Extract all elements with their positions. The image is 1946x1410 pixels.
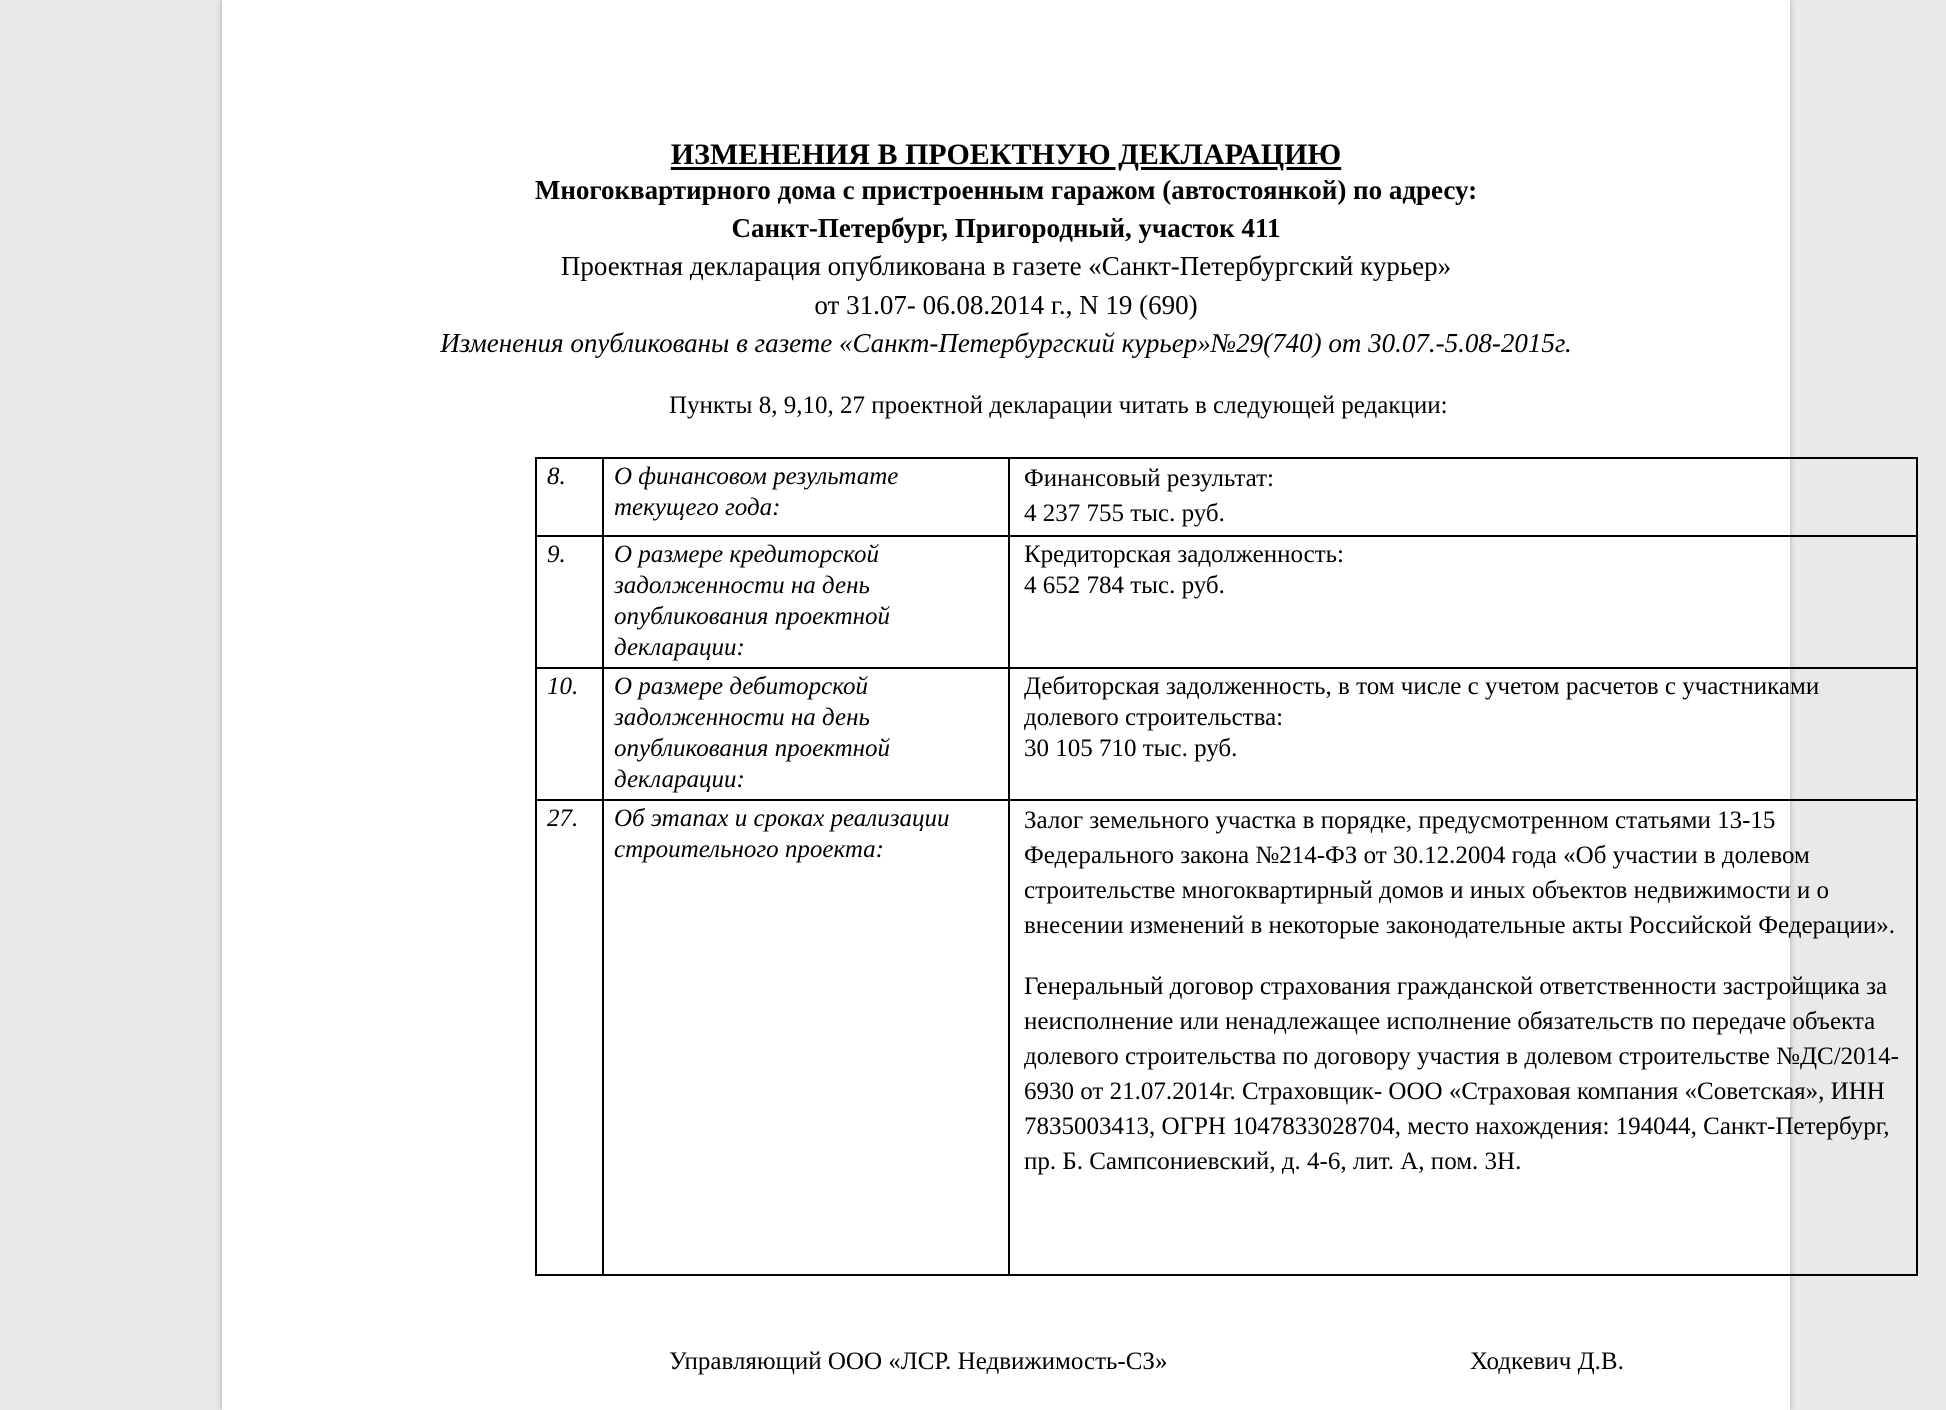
intro-text: Пункты 8, 9,10, 27 проектной декларации читать в следующей редакции: — [669, 392, 1448, 419]
object-address: Санкт-Петербург, Пригородный, участок 411 — [731, 213, 1281, 243]
publication-note: Проектная декларация опубликована в газете «Санкт-Петербургский курьер» — [560, 251, 1452, 281]
table-row — [536, 668, 1917, 800]
item-topic: Об этапах и сроках реализации строительного проекта: — [603, 800, 1009, 1275]
item-content-paragraph: Генеральный договор страхования гражданской ответственности застройщика за неисполнение или ненадлежащее исполнение обязательств по передаче объекта долевого строительства по договору участия в долевом строительстве №ДС/2014-6930 от 21.07.2014г. Страховщик- ООО «Страховая компания «Советская», ИНН 7835003413, ОГРН 1047833028704, место нахождения: 194044, Санкт-Петербург, пр. Б. Сампсониевский, д. 4-6, лит. А, пом. 3Н. — [1024, 973, 1899, 1175]
document-page — [222, 0, 1899, 1410]
item-content-line: 4 237 755 тыс. руб. — [1024, 500, 1225, 527]
object-description: Многоквартирного дома с пристроенным гаражом (автостоянкой) по адресу: — [534, 175, 1478, 205]
item-content-line: Кредиторская задолженность: — [1024, 541, 1344, 568]
item-content-line: Финансовый результат: — [1024, 465, 1274, 492]
item-number: 8. — [536, 458, 603, 536]
signatory-name: Ходкевич Д.В. — [1470, 1348, 1624, 1375]
item-topic: О размере кредиторской задолженности на день опубликования проектной декларации: — [603, 536, 1009, 668]
item-topic: О размере дебиторской задолженности на день опубликования проектной декларации: — [603, 668, 1009, 800]
declaration-table — [535, 457, 1918, 1276]
item-number: 27. — [536, 800, 603, 1275]
item-topic: О финансовом результате текущего года: — [603, 458, 1009, 536]
item-number: 10. — [536, 668, 603, 800]
table-row — [536, 536, 1917, 668]
item-content-line: 30 105 710 тыс. руб. — [1024, 735, 1238, 762]
item-content-paragraph: Залог земельного участка в порядке, предусмотренном статьями 13-15 Федерального закона №214-ФЗ от 30.12.2004 года «Об участии в долевом строительстве многоквартирный домов и иных объектов недвижимости и о внесении изменений в некоторые законодательные акты Российской Федерации». — [1024, 807, 1896, 939]
changes-publication-note: Изменения опубликованы в газете «Санкт-Петербургский курьер»№29(740) от 30.07.-5.08-2015г. — [440, 328, 1572, 358]
item-content — [1009, 668, 1917, 800]
item-content — [1009, 458, 1917, 536]
signatory-position: Управляющий ООО «ЛСР. Недвижимость-СЗ» — [669, 1348, 1168, 1375]
item-number: 9. — [536, 536, 603, 668]
table-row — [536, 458, 1917, 536]
item-content — [1009, 536, 1917, 668]
document-title: ИЗМЕНЕНИЯ В ПРОЕКТНУЮ ДЕКЛАРАЦИЮ — [670, 138, 1342, 171]
item-content — [1009, 800, 1917, 1275]
table-row — [536, 800, 1917, 1275]
item-content-line: 4 652 784 тыс. руб. — [1024, 572, 1225, 599]
publication-date: от 31.07- 06.08.2014 г., N 19 (690) — [814, 290, 1198, 320]
item-content-line: Дебиторская задолженность, в том числе с учетом расчетов с участниками долевого строительства: — [1024, 673, 1820, 731]
